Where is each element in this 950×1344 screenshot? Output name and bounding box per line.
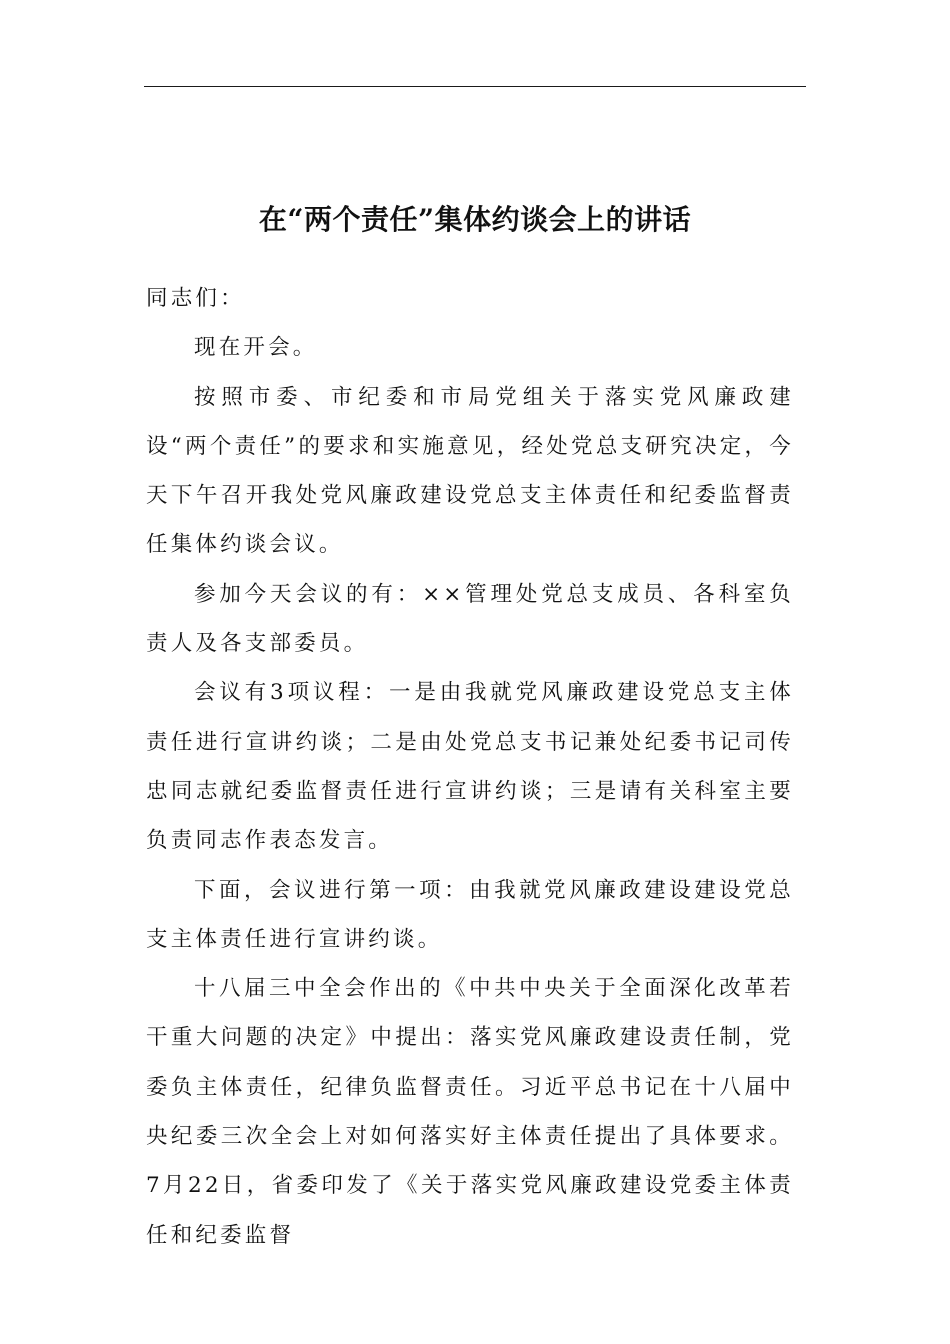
paragraph: 下面，会议进行第一项：由我就党风廉政建设建设党总支主体责任进行宣讲约谈。 <box>146 877 794 952</box>
document-body <box>146 274 794 1260</box>
paragraph: 十八届三中全会作出的《中共中央关于全面深化改革若干重大问题的决定》中提出：落实党风廉政建设责任制，党委负主体责任，纪律负监督责任。习近平总书记在十八届中央纪委三次全会上对如何落实好主体责任提出了具体要求。7月22日，省委印发了《关于落实党风廉政建设党委主体责任和纪委监督 <box>146 976 794 1248</box>
header-rule <box>144 86 806 87</box>
paragraph: 按照市委、市纪委和市局党组关于落实党风廉政建设“两个责任”的要求和实施意见，经处党总支研究决定，今天下午召开我处党风廉政建设党总支主体责任和纪委监督责任集体约谈会议。 <box>146 384 794 558</box>
paragraph: 会议有3项议程：一是由我就党风廉政建设党总支主体责任进行宣讲约谈；二是由处党总支书记兼处纪委书记司传忠同志就纪委监督责任进行宣讲约谈；三是请有关科室主要负责同志作表态发言。 <box>146 680 794 854</box>
salutation: 同志们： <box>146 286 245 311</box>
document-title: 在“两个责任”集体约谈会上的讲话 <box>258 203 692 236</box>
paragraph: 现在开会。 <box>194 335 318 361</box>
paragraph: 参加今天会议的有：××管理处党总支成员、各科室负责人及各支部委员。 <box>146 581 794 657</box>
